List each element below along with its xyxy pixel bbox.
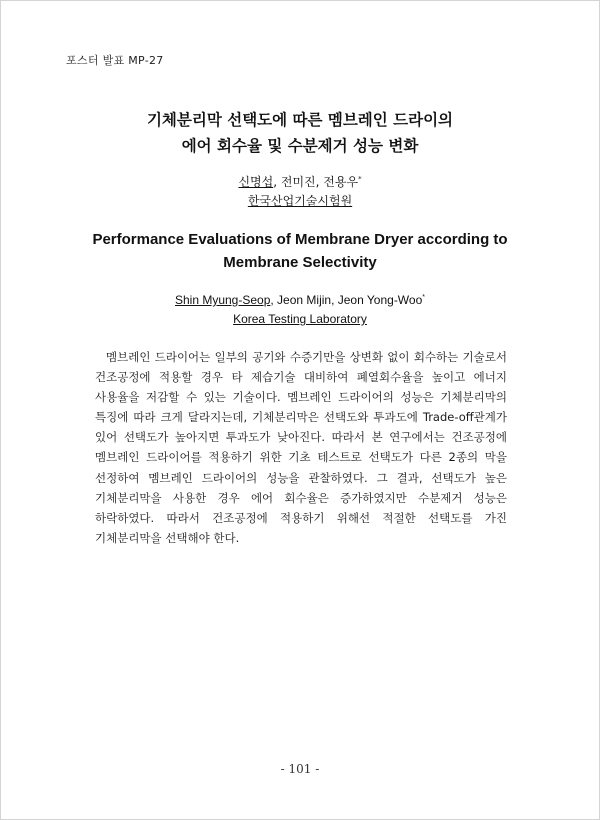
korean-author-second: 전미진 <box>280 175 316 189</box>
english-author-separator-2: , <box>331 293 338 307</box>
korean-author-first: 신명섭 <box>238 175 274 189</box>
english-author-separator-1: , <box>270 293 278 307</box>
korean-affiliation <box>0 192 600 210</box>
english-author-first: Shin Myung-Seop <box>174 293 271 307</box>
korean-author-third: 전용우 <box>323 175 359 189</box>
korean-author-separator-1: , <box>273 175 281 189</box>
english-title-line1: Performance Evaluations of Membrane Dryer according to <box>92 231 508 248</box>
english-affiliation-text: Korea Testing Laboratory <box>233 312 367 326</box>
korean-affiliation-text: 한국산업기술시험원 <box>247 194 353 208</box>
korean-title-line2: 에어 회수율 및 수분제거 성능 변화 <box>181 137 419 155</box>
english-authors <box>0 290 600 310</box>
english-title-line2: Membrane Selectivity <box>223 254 377 271</box>
korean-author-separator-2: , <box>315 175 324 189</box>
korean-title-line1: 기체분리막 선택도에 따른 멤브레인 드라이의 <box>146 111 454 129</box>
abstract-paragraph: 멤브레인 드라이어는 일부의 공기와 수증기만을 상변화 없이 회수하는 기술로서 건조공정에 적용할 경우 타 제습기술 대비하여 폐열회수율을 높이고 에너지 사용율을 저감할 수 있는 기술이다. 멤브레인 드라이어의 성능은 기체분리막의 특징에 따라 크게 달라지는데, 기체분리막은 선택도와 투과도에 Trade-off관계가 있어 선택도가 높아지면 투과도가 낮아진다. 따라서 본 연구에서는 건조공정에 멤브레인 드라이어를 적용하기 위한 기초 테스트로 선택도가 다른 2종의 막을 선정하여 멤브레인 드라이어의 성능을 관찰하였다. 그 결과, 선택도가 높은 기체분리막을 사용한 경우 에어 회수율은 증가하였지만 수분제거 성능은 하락하였다. 따라서 건조공정에 적용하기 위해선 적절한 선택도를 가진 기체분리막을 선택해야 한다. <box>95 350 507 545</box>
korean-title <box>0 107 600 159</box>
english-author-third: Jeon Yong-Woo <box>337 293 423 307</box>
english-affiliation <box>0 310 600 328</box>
corresponding-author-mark-ko: * <box>358 175 362 183</box>
english-title <box>0 228 600 274</box>
english-author-second: Jeon Mijin <box>277 293 332 307</box>
session-code: 포스터 발표 MP-27 <box>66 54 164 67</box>
corresponding-author-mark-en: * <box>422 294 425 301</box>
korean-authors <box>0 172 600 192</box>
page-number: - 101 - <box>280 762 320 776</box>
